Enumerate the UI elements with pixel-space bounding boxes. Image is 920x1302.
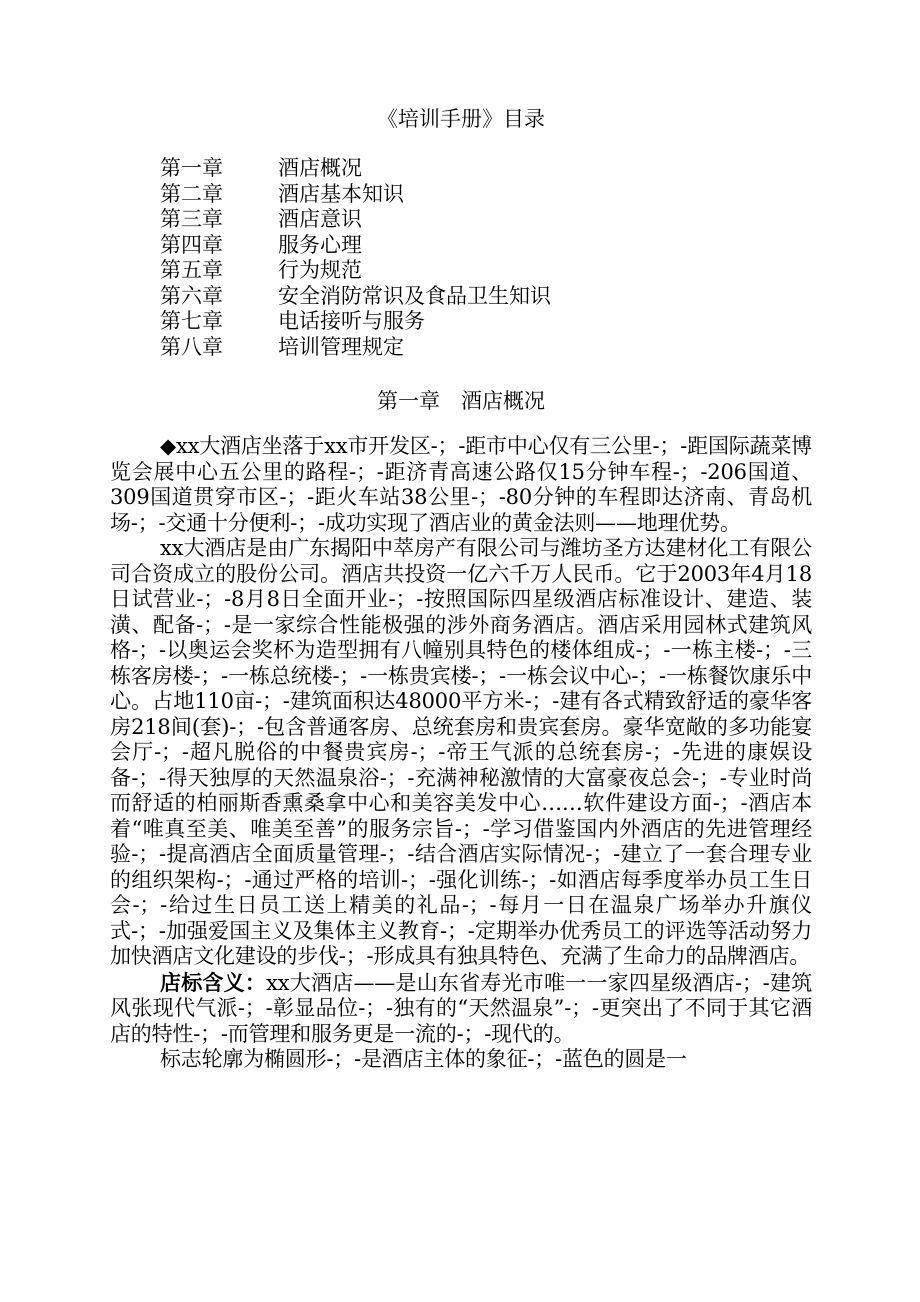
toc-item — [160, 284, 812, 310]
toc-chapter-title: 酒店概况 — [278, 156, 362, 180]
toc-item — [160, 233, 812, 259]
body-paragraph: 标志轮廓为椭圆形-；-是酒店主体的象征-；-蓝色的圆是一 — [160, 1047, 687, 1071]
toc-chapter-number: 第四章 — [160, 232, 223, 257]
toc-chapter-title: 安全消防常识及食品卫生知识 — [278, 283, 551, 308]
document-title: 《培训手册》目录 — [377, 107, 545, 131]
toc-chapter-number: 第三章 — [160, 207, 223, 231]
toc-chapter-title: 行为规范 — [278, 258, 362, 282]
toc-chapter-title: 酒店意识 — [278, 207, 362, 231]
toc-chapter-number: 第五章 — [160, 258, 223, 282]
toc-chapter-title: 酒店基本知识 — [278, 181, 404, 206]
toc-chapter-number: 第六章 — [160, 283, 223, 308]
toc-item — [160, 309, 812, 335]
toc-item — [160, 156, 812, 182]
document-page — [110, 104, 812, 1073]
body-paragraph: ◆xx大酒店坐落于xx市开发区-；-距市中心仅有三公里-；-距国际蔬菜博览会展中心五公里的路程-；-距济青高速公路仅15分钟车程-；-206国道、309国道贯穿市区-；-距火车站38公里-；-80分钟的车程即达济南、青岛机场-；-交通十分便利-；-成功实现了酒店业的黄金法则——地理优势。 — [110, 434, 812, 535]
toc-item — [160, 207, 812, 233]
toc-chapter-number: 第二章 — [160, 181, 223, 206]
toc-item — [160, 182, 812, 208]
toc-item — [160, 335, 812, 361]
toc-chapter-title: 培训管理规定 — [278, 334, 404, 359]
chapter-heading: 第一章 酒店概况 — [377, 389, 545, 413]
toc-chapter-title: 服务心理 — [278, 232, 362, 257]
toc-chapter-title: 电话接听与服务 — [278, 309, 425, 333]
toc-chapter-number: 第七章 — [160, 309, 223, 333]
toc-chapter-number: 第一章 — [160, 156, 223, 180]
toc-item — [160, 258, 812, 284]
logo-meaning-text: xx大酒店——是山东省寿光市唯一一家四星级酒店-；-建筑风张现代气派-；-彰显品位-；-独有的“天然温泉”-；-更突出了不同于其它酒店的特性-；-而管理和服务更是一流的-；-现代的。 — [110, 970, 812, 1046]
body-paragraph — [110, 970, 812, 1048]
table-of-contents — [160, 156, 812, 360]
toc-chapter-number: 第八章 — [160, 334, 223, 359]
logo-meaning-label: 店标含义： — [160, 969, 267, 995]
body-paragraph: xx大酒店是由广东揭阳中萃房产有限公司与潍坊圣方达建材化工有限公司合资成立的股份公司。酒店共投资一亿六千万人民币。它于2003年4月18日试营业-；-8月8日全面开业-；-按照国际四星级酒店标准设计、建造、装潢、配备-；-是一家综合性能极强的涉外商务酒店。酒店采用园林式建筑风格-；-以奥运会奖杯为造型拥有八幢别具特色的楼体组成-；-一栋主楼-；-三栋客房楼-；-一栋总统楼-；-一栋贵宾楼-；-一栋会议中心-；-一栋餐饮康乐中心。占地110亩-；-建筑面积达48000平方米-；-建有各式精致舒适的豪华客房218间(套)-；-包含普通客房、总统套房和贵宾套房。豪华宽敞的多功能宴会厅-；-超凡脱俗的中餐贵宾房-；-帝王气派的总统套房-；-先进的康娱设备-；-得天独厚的天然温泉浴-；-充满神秘激情的大富豪夜总会-；-专业时尚而舒适的柏丽斯香熏桑拿中心和美容美发中心……软件建设方面-；-酒店本着“唯真至美、唯美至善”的服务宗旨-；-学习借鉴国内外酒店的先进管理经验-；-提高酒店全面质量管理-；-结合酒店实际情况-；-建立了一套合理专业的组织架构-；-通过严格的培训-；-强化训练-；-如酒店每季度举办员工生日会-；-给过生日员工送上精美的礼品-；-每月一日在温泉广场举办升旗仪式-；-加强爱国主义及集体主义教育-；-定期举办优秀员工的评选等活动努力加快酒店文化建设的步伐-；-形成具有独具特色、充满了生命力的品牌酒店。 — [110, 536, 812, 968]
